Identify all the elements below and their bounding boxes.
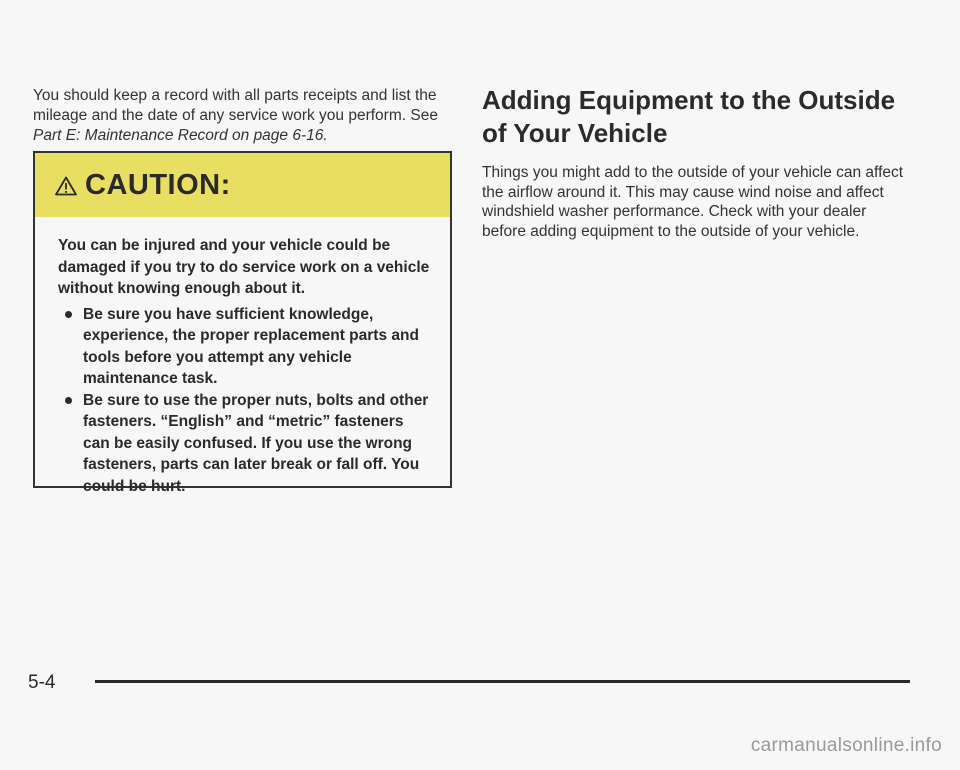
bullet-dot	[65, 311, 72, 318]
caution-body	[35, 217, 450, 497]
caution-header	[35, 153, 450, 217]
caution-title: CAUTION:	[85, 168, 231, 201]
intro-paragraph	[33, 86, 453, 146]
caution-bullet-text: Be sure to use the proper nuts, bolts and other fasteners. “English” and “metric” fasteners can be easily confused. If you use the wrong fasteners, parts can later break or fall off. You could be hurt.	[83, 391, 429, 495]
caution-box	[33, 151, 452, 495]
caution-list	[58, 304, 430, 498]
maintenance-record-reference[interactable]: Part E: Maintenance Record on page 6-16.	[33, 127, 328, 144]
section-heading: Adding Equipment to the Outside of Your Vehicle	[482, 85, 896, 148]
footer-rule	[95, 680, 910, 683]
caution-bullet-text: Be sure you have sufficient knowledge, experience, the proper replacement parts and tools before you attempt any vehicle maintenance task.	[83, 305, 419, 387]
caution-lead: You can be injured and your vehicle could be damaged if you try to do service work on a vehicle without knowing enough about it.	[58, 237, 430, 297]
section-body: Things you might add to the outside of your vehicle can affect the airflow around it. This may cause wind noise and affect windshield washer performance. Check with your dealer before adding equipment to the outside of your vehicle.	[482, 164, 904, 240]
page-number: 5-4	[28, 672, 56, 693]
caution-bullet-item	[58, 304, 430, 390]
caution-bullet-item	[58, 390, 430, 498]
site-watermark: carmanualsonline.info	[750, 735, 942, 756]
bullet-dot	[65, 397, 72, 404]
intro-text: You should keep a record with all parts receipts and list the mileage and the date of any service work you perform. See	[33, 87, 438, 124]
warning-triangle-icon	[55, 176, 77, 196]
